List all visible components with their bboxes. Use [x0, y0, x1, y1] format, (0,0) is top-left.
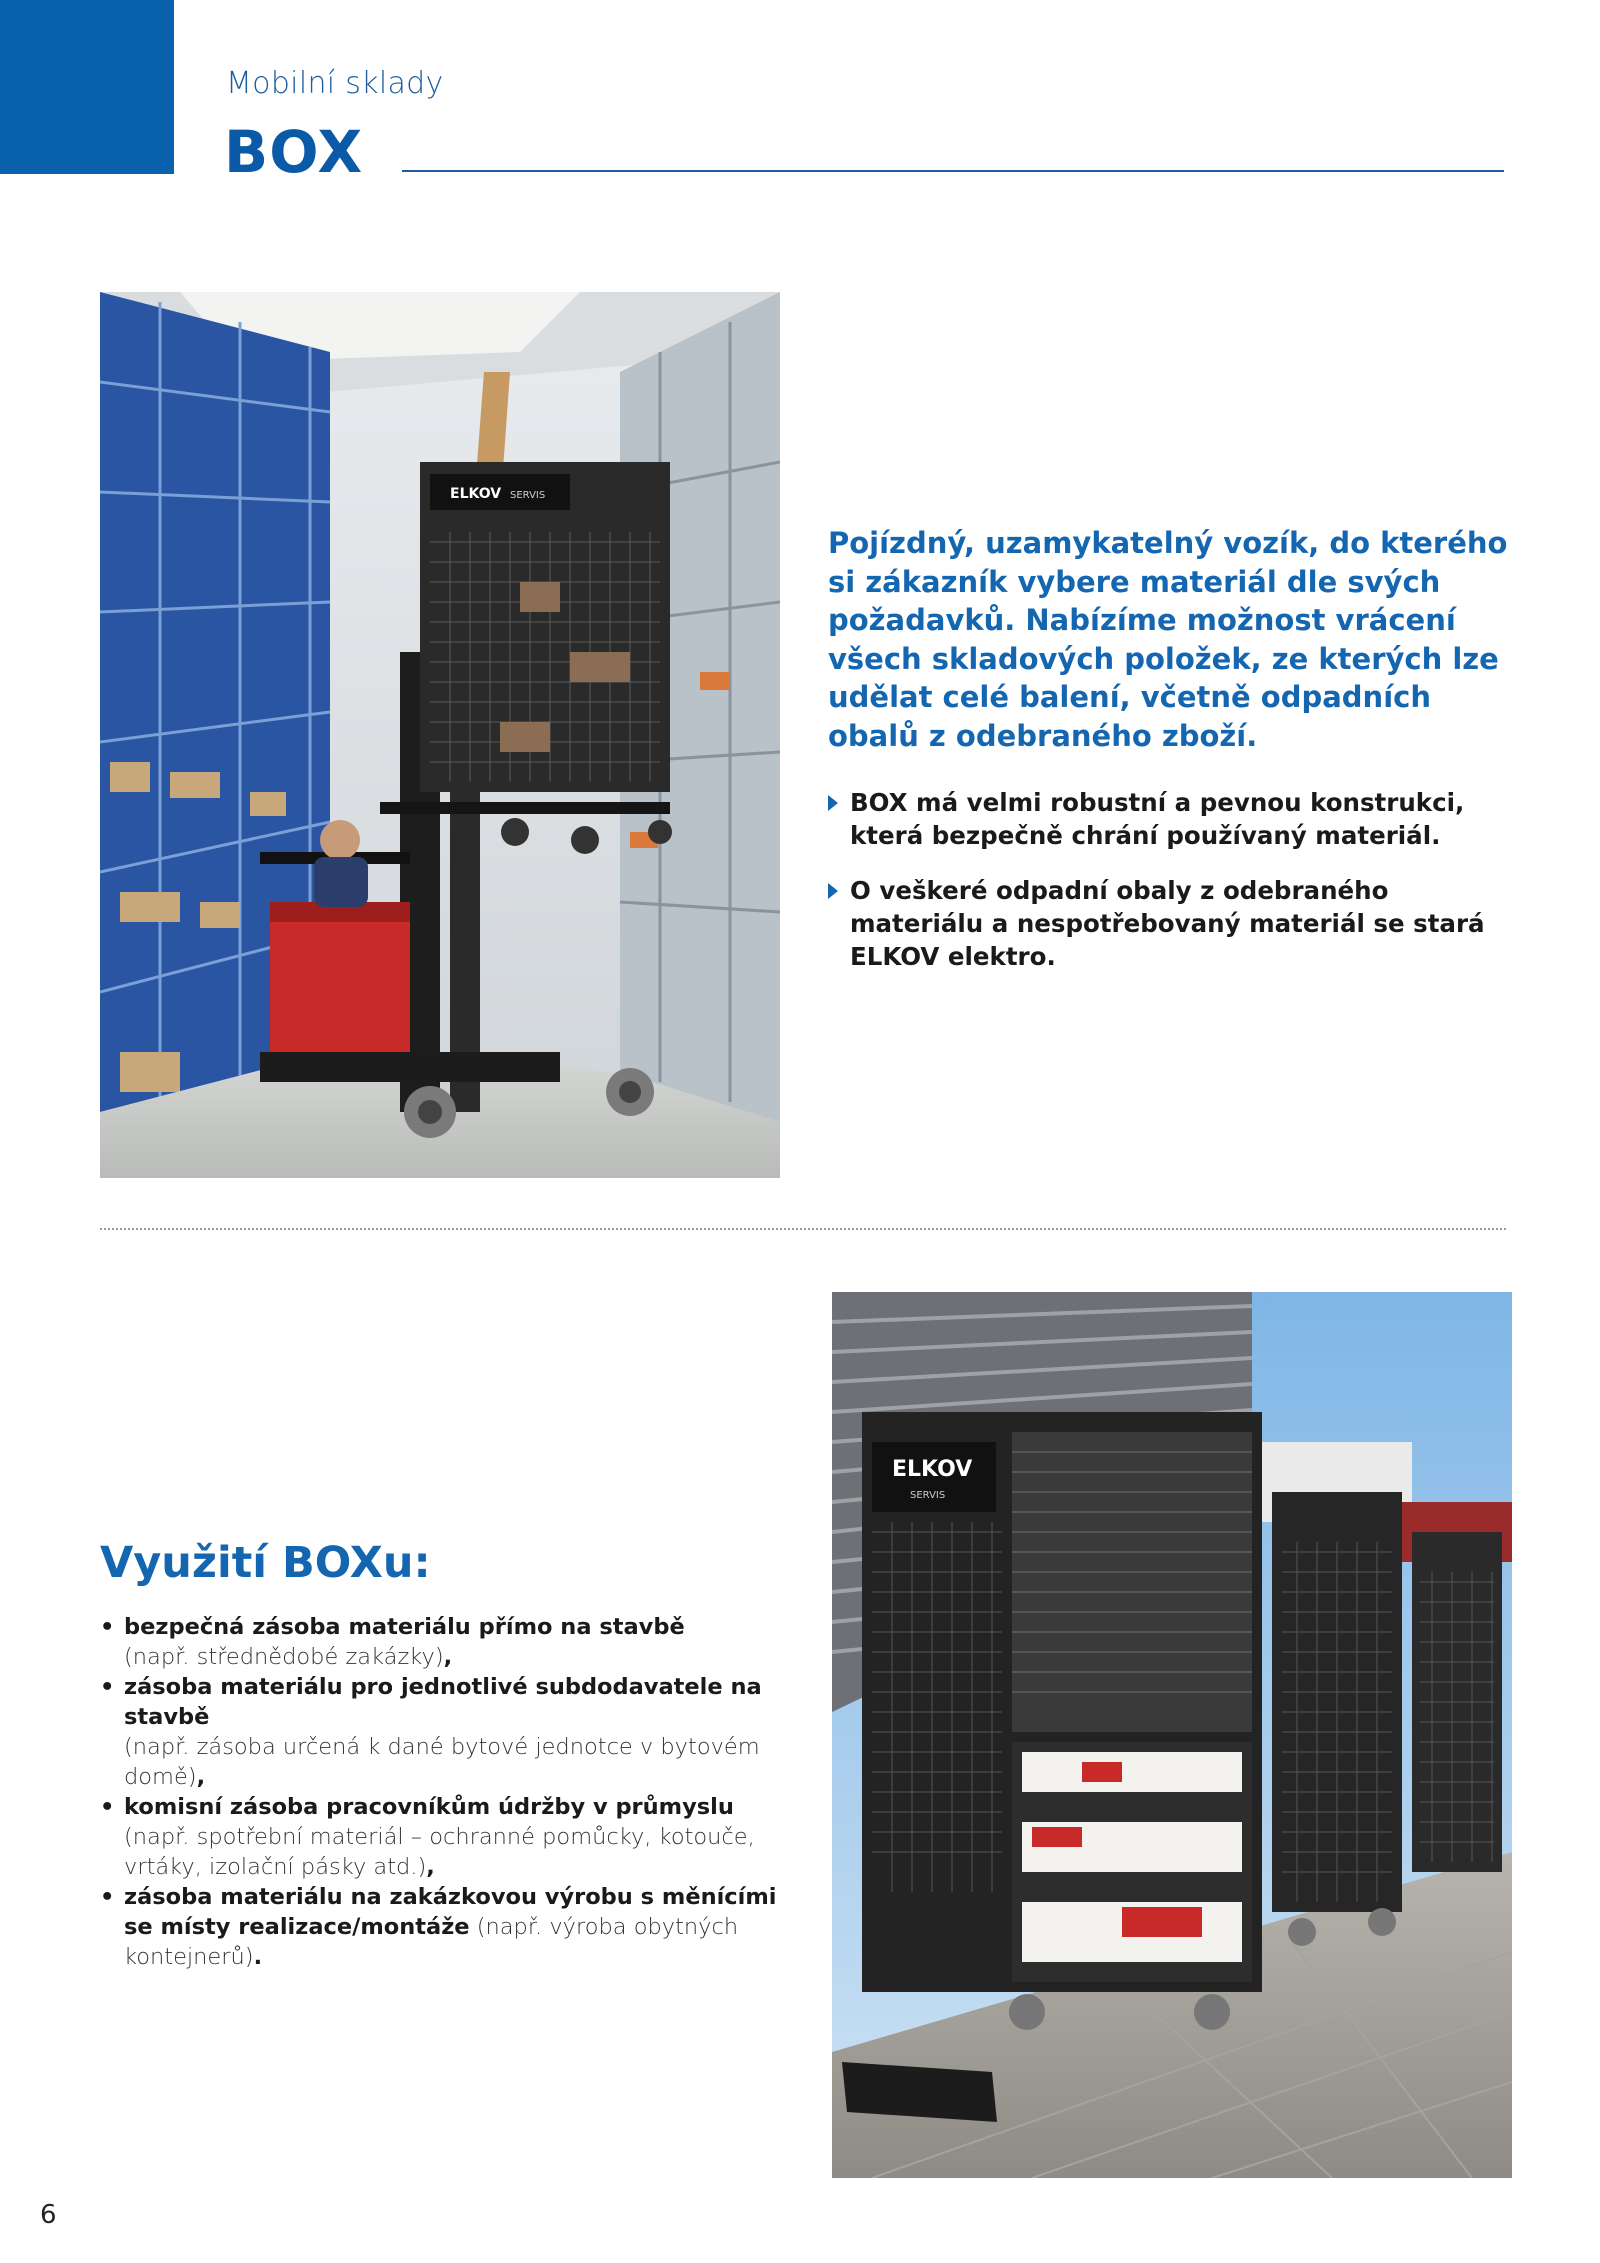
feature-item [828, 786, 1528, 852]
main-box-sign: ELKOV [892, 1457, 973, 1482]
section-divider [100, 1228, 1506, 1230]
usage-item-note: (např. střednědobé zakázky) [124, 1644, 444, 1670]
usage-item [100, 1882, 800, 1972]
outdoor-boxes-photo [832, 1292, 1512, 2178]
warehouse-forklift-photo [100, 292, 780, 1178]
usage-item-main: bezpečná zásoba materiálu přímo na stavbě [124, 1614, 685, 1640]
usage-item-tail: , [196, 1764, 206, 1790]
usage-list [100, 1612, 800, 1972]
usage-heading: Využití BOXu: [100, 1538, 431, 1588]
arrow-icon [828, 795, 838, 811]
usage-item-tail: , [443, 1644, 453, 1670]
box-sign-label: ELKOV [450, 486, 502, 502]
arrow-icon [828, 883, 838, 899]
page-title: BOX [224, 118, 364, 186]
feature-list [828, 786, 1528, 995]
usage-item [100, 1612, 800, 1672]
usage-item-note: (např. zásoba určená k dané bytové jednotce v bytovém domě) [124, 1734, 760, 1790]
feature-text: BOX má velmi robustní a pevnou konstrukci, která bezpečně chrání používaný materiál. [850, 788, 1465, 850]
feature-text: O veškeré odpadní obaly z odebraného materiálu a nespotřebovaný materiál se stará ELKOV elektro. [850, 876, 1485, 971]
box-sign-sub: SERVIS [510, 490, 546, 501]
page-number: 6 [40, 2200, 57, 2230]
usage-item-main: komisní zásoba pracovníkům údržby v průmyslu [124, 1794, 734, 1820]
usage-item [100, 1792, 800, 1882]
feature-item [828, 874, 1528, 973]
usage-item-main: zásoba materiálu pro jednotlivé subdodavatele na stavbě [124, 1674, 762, 1730]
usage-item-main: zásoba materiálu na zakázkovou výrobu s měnícími se místy realizace/montáže [124, 1884, 777, 1940]
usage-item [100, 1672, 800, 1792]
usage-item-note: (např. výroba obytných kontejnerů) [124, 1914, 739, 1970]
title-rule [402, 170, 1504, 172]
usage-item-tail: . [253, 1944, 263, 1970]
usage-item-tail: , [426, 1854, 435, 1880]
section-kicker: Mobilní sklady [226, 66, 444, 101]
main-box-sign-sub: SERVIS [910, 1490, 946, 1501]
intro-paragraph: Pojízdný, uzamykatelný vozík, do kterého si zákazník vybere materiál dle svých požadavků. Nabízíme možnost vrácení všech skladových položek, ze kterých lze udělat celé balení, včetně odpadních obalů z odebraného zboží. [828, 526, 1508, 753]
usage-item-note: (např. spotřební materiál – ochranné pomůcky, kotouče, vrtáky, izolační pásky atd.) [124, 1824, 755, 1880]
corner-accent-block [0, 0, 174, 174]
